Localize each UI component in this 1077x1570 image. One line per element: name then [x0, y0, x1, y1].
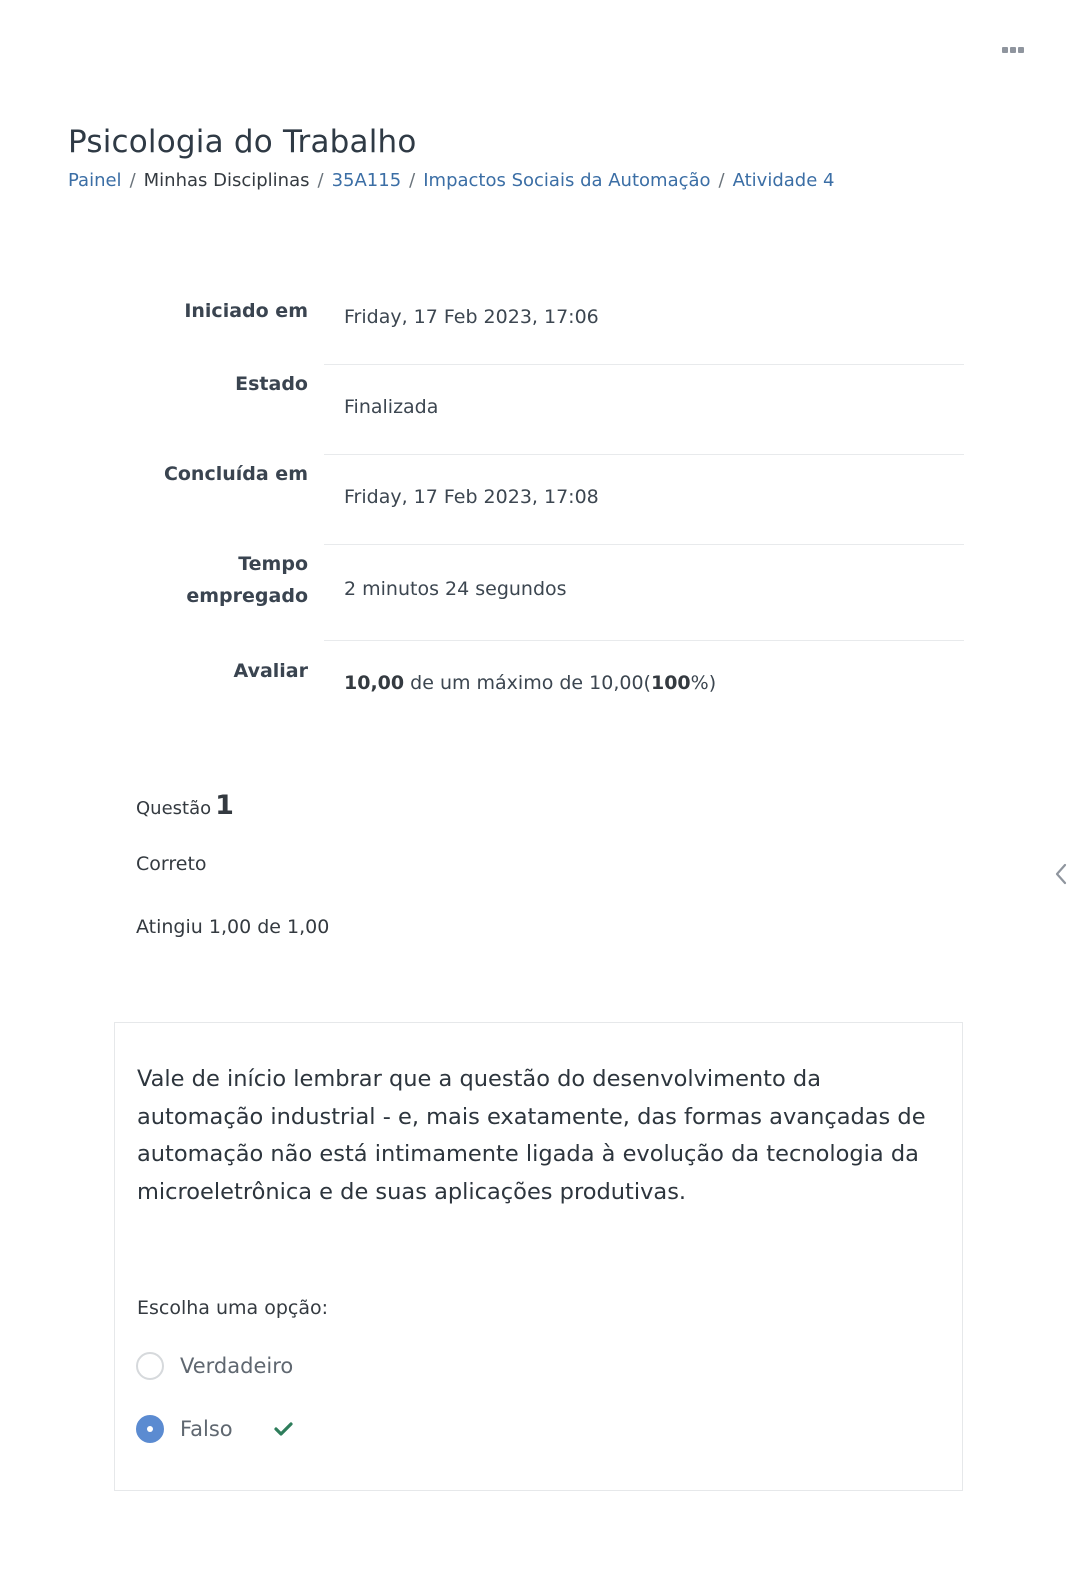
breadcrumb-activity[interactable]: Atividade 4 [732, 170, 835, 191]
question-grade: Atingiu 1,00 de 1,00 [136, 916, 330, 938]
breadcrumb-section[interactable]: Impactos Sociais da Automação [423, 170, 711, 191]
summary-row-time-taken [116, 545, 964, 641]
option-falso[interactable] [136, 1413, 295, 1445]
grade-middle: de um máximo de 10,00( [404, 672, 651, 694]
time-taken-label-line2: empregado [186, 585, 308, 607]
attempt-summary-table [116, 275, 964, 721]
question-info [136, 790, 436, 938]
option-label: Verdadeiro [180, 1354, 294, 1378]
started-label: Iniciado em [184, 300, 308, 322]
more-options-icon[interactable] [1000, 42, 1026, 58]
radio-checked[interactable] [136, 1415, 164, 1443]
state-label: Estado [235, 373, 308, 395]
page-title: Psicologia do Trabalho [68, 124, 417, 160]
option-verdadeiro[interactable] [136, 1350, 293, 1382]
breadcrumb-separator: / [409, 170, 416, 191]
summary-row-state [116, 365, 964, 455]
chevron-left-icon[interactable] [1052, 860, 1070, 888]
breadcrumb [68, 170, 834, 191]
time-taken-label-line1: Tempo [238, 553, 308, 575]
breadcrumb-course-code[interactable]: 35A115 [331, 170, 402, 191]
summary-row-completed [116, 455, 964, 545]
dot [1010, 47, 1016, 53]
question-state: Correto [136, 853, 207, 875]
breadcrumb-separator: / [317, 170, 324, 191]
breadcrumb-separator: / [129, 170, 136, 191]
state-value: Finalizada [324, 365, 964, 455]
time-taken-value: 2 minutos 24 segundos [324, 545, 964, 641]
choose-option-prompt: Escolha uma opção: [137, 1297, 329, 1319]
breadcrumb-minhas-disciplinas: Minhas Disciplinas [143, 170, 310, 191]
radio-unchecked[interactable] [136, 1352, 164, 1380]
time-taken-label [116, 545, 308, 641]
grade-suffix: %) [690, 672, 717, 694]
question-text: Vale de início lembrar que a questão do desenvolvimento da automação industrial - e, mais exatamente, das formas avançadas de automação não está intimamente ligada à evolução da tecnologia da microeletrônica e de suas aplicações produtivas. [137, 1066, 926, 1205]
summary-row-grade [116, 641, 964, 721]
question-label: Questão [136, 798, 212, 819]
question-content-box [114, 1022, 963, 1491]
completed-label: Concluída em [163, 463, 308, 485]
checkmark-icon [273, 1420, 295, 1438]
started-value: Friday, 17 Feb 2023, 17:06 [324, 275, 964, 365]
question-number-value: 1 [215, 790, 234, 821]
dot [1002, 47, 1008, 53]
grade-percent: 100 [650, 672, 691, 694]
summary-row-started [116, 275, 964, 365]
breadcrumb-painel[interactable]: Painel [68, 170, 122, 191]
breadcrumb-separator: / [718, 170, 725, 191]
question-number [136, 790, 436, 821]
dot [1018, 47, 1024, 53]
grade-label: Avaliar [233, 660, 308, 682]
grade-score: 10,00 [344, 672, 405, 694]
completed-value: Friday, 17 Feb 2023, 17:08 [324, 455, 964, 545]
option-label: Falso [180, 1417, 233, 1441]
grade-value [324, 641, 964, 721]
